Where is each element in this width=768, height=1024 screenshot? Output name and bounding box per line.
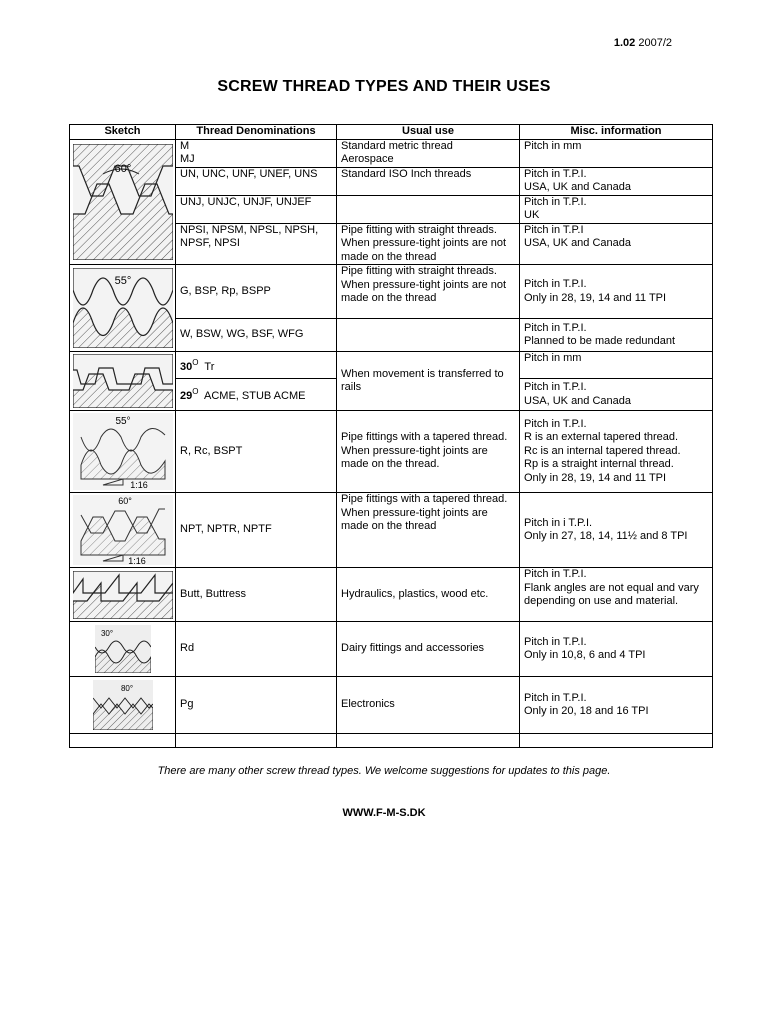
table-row bbox=[70, 568, 713, 622]
empty-cell bbox=[520, 734, 713, 748]
misc-tr: Pitch in mm bbox=[520, 352, 713, 379]
sketch-metric-60 bbox=[70, 139, 176, 265]
reference-date: 2007/2 bbox=[638, 37, 672, 49]
npt-thread-sketch-icon bbox=[73, 495, 173, 565]
empty-cell bbox=[337, 734, 520, 748]
column-header-denominations: Thread Denominations bbox=[176, 125, 337, 140]
empty-cell bbox=[176, 734, 337, 748]
pg-thread-sketch-icon bbox=[93, 680, 153, 730]
whitworth-angle-label: 55° bbox=[114, 275, 131, 287]
table-row bbox=[70, 622, 713, 677]
tr-text: Tr bbox=[204, 360, 215, 373]
thread-types-table bbox=[69, 124, 713, 748]
sketch-trapezoidal bbox=[70, 352, 176, 411]
bspt-taper-label: 1:16 bbox=[129, 480, 148, 490]
acme-degree-mark: O bbox=[192, 387, 199, 397]
npt-taper-label: 1:16 bbox=[127, 556, 146, 565]
acme-text: ACME, STUB ACME bbox=[204, 390, 306, 403]
table-row bbox=[70, 411, 713, 493]
use-m-mj: Standard metric thread Aerospace bbox=[337, 139, 520, 167]
sketch-round bbox=[70, 622, 176, 677]
buttress-thread-sketch-icon bbox=[73, 571, 173, 619]
den-unj: UNJ, UNJC, UNJF, UNJEF bbox=[176, 195, 337, 223]
misc-bsw: Pitch in T.P.I. Planned to be made redundant bbox=[520, 319, 713, 352]
use-round: Dairy fittings and accessories bbox=[337, 622, 520, 677]
den-pg: Pg bbox=[176, 677, 337, 734]
misc-bspt: Pitch in T.P.I. R is an external tapered thread. Rc is an internal tapered thread. Rp is a straight internal thread. Only in 28, 19, 14 and 11 TPI bbox=[520, 411, 713, 493]
column-header-misc-info: Misc. information bbox=[520, 125, 713, 140]
page-title: SCREW THREAD TYPES AND THEIR USES bbox=[217, 78, 551, 95]
misc-acme: Pitch in T.P.I. USA, UK and Canada bbox=[520, 379, 713, 411]
misc-buttress: Pitch in T.P.I. Flank angles are not equal and vary depending on use and material. bbox=[520, 568, 713, 622]
den-round: Rd bbox=[176, 622, 337, 677]
table-header-row bbox=[70, 125, 713, 140]
misc-round: Pitch in T.P.I. Only in 10,8, 6 and 4 TPI bbox=[520, 622, 713, 677]
use-unj bbox=[337, 195, 520, 223]
misc-m-mj: Pitch in mm bbox=[520, 139, 713, 167]
tr-degree-mark: O bbox=[192, 357, 199, 367]
pg-angle-label: 80° bbox=[120, 684, 133, 693]
tr-angle-number: 30 bbox=[180, 360, 193, 373]
footnote: There are many other screw thread types. We welcome suggestions for updates to this page. bbox=[157, 765, 611, 777]
use-npt: Pipe fittings with a tapered thread. When pressure-tight joints are made on the thread bbox=[337, 493, 520, 568]
den-acme bbox=[176, 379, 337, 411]
den-unified: UN, UNC, UNF, UNEF, UNS bbox=[176, 167, 337, 195]
den-m-mj: M MJ bbox=[176, 139, 337, 167]
den-bspt: R, Rc, BSPT bbox=[176, 411, 337, 493]
table-row bbox=[70, 265, 713, 319]
misc-unified: Pitch in T.P.I. USA, UK and Canada bbox=[520, 167, 713, 195]
use-bsp: Pipe fitting with straight threads. When pressure-tight joints are not made on the thread bbox=[337, 265, 520, 319]
misc-unj: Pitch in T.P.I. UK bbox=[520, 195, 713, 223]
misc-bsp: Pitch in T.P.I. Only in 28, 19, 14 and 11 TPI bbox=[520, 265, 713, 319]
reference-number: 1.02 bbox=[613, 37, 636, 49]
den-bsp: G, BSP, Rp, BSPP bbox=[176, 265, 337, 319]
use-bspt: Pipe fittings with a tapered thread. When pressure-tight joints are made on the thread. bbox=[337, 411, 520, 493]
website-url: WWW.F-M-S.DK bbox=[342, 807, 426, 819]
sketch-buttress bbox=[70, 568, 176, 622]
bspt-angle-label: 55° bbox=[114, 416, 131, 427]
den-bsw: W, BSW, WG, BSF, WFG bbox=[176, 319, 337, 352]
misc-pg: Pitch in T.P.I. Only in 20, 18 and 16 TPI bbox=[520, 677, 713, 734]
npt-angle-label: 60° bbox=[117, 496, 132, 506]
whitworth-thread-sketch-icon bbox=[73, 268, 173, 348]
table-row bbox=[70, 677, 713, 734]
table-row bbox=[70, 493, 713, 568]
use-buttress: Hydraulics, plastics, wood etc. bbox=[337, 568, 520, 622]
den-nps: NPSI, NPSM, NPSL, NPSH, NPSF, NPSI bbox=[176, 223, 337, 265]
use-nps: Pipe fitting with straight threads. When pressure-tight joints are not made on the thread bbox=[337, 223, 520, 265]
round-thread-sketch-icon bbox=[95, 625, 151, 673]
misc-nps: Pitch in T.P.I USA, UK and Canada bbox=[520, 223, 713, 265]
acme-angle-number: 29 bbox=[180, 390, 193, 403]
den-npt: NPT, NPTR, NPTF bbox=[176, 493, 337, 568]
table-row bbox=[70, 352, 713, 379]
den-buttress: Butt, Buttress bbox=[176, 568, 337, 622]
use-trapezoidal: When movement is transferred to rails bbox=[337, 352, 520, 411]
trapezoidal-thread-sketch-icon bbox=[73, 354, 173, 408]
use-bsw bbox=[337, 319, 520, 352]
sketch-pg bbox=[70, 677, 176, 734]
metric-thread-sketch-icon bbox=[73, 144, 173, 260]
metric-angle-label: 60° bbox=[114, 162, 131, 175]
sketch-whitworth-55 bbox=[70, 265, 176, 352]
sketch-npt bbox=[70, 493, 176, 568]
use-pg: Electronics bbox=[337, 677, 520, 734]
sketch-bspt bbox=[70, 411, 176, 493]
den-tr bbox=[176, 352, 337, 379]
round-angle-label: 30° bbox=[100, 629, 113, 638]
document-reference bbox=[614, 37, 672, 49]
use-unified: Standard ISO Inch threads bbox=[337, 167, 520, 195]
column-header-usual-use: Usual use bbox=[337, 125, 520, 140]
column-header-sketch: Sketch bbox=[70, 125, 176, 140]
bspt-thread-sketch-icon bbox=[73, 413, 173, 490]
empty-cell bbox=[70, 734, 176, 748]
misc-npt: Pitch in i T.P.I. Only in 27, 18, 14, 11½ and 8 TPI bbox=[520, 493, 713, 568]
table-row-empty bbox=[70, 734, 713, 748]
table-row bbox=[70, 139, 713, 167]
